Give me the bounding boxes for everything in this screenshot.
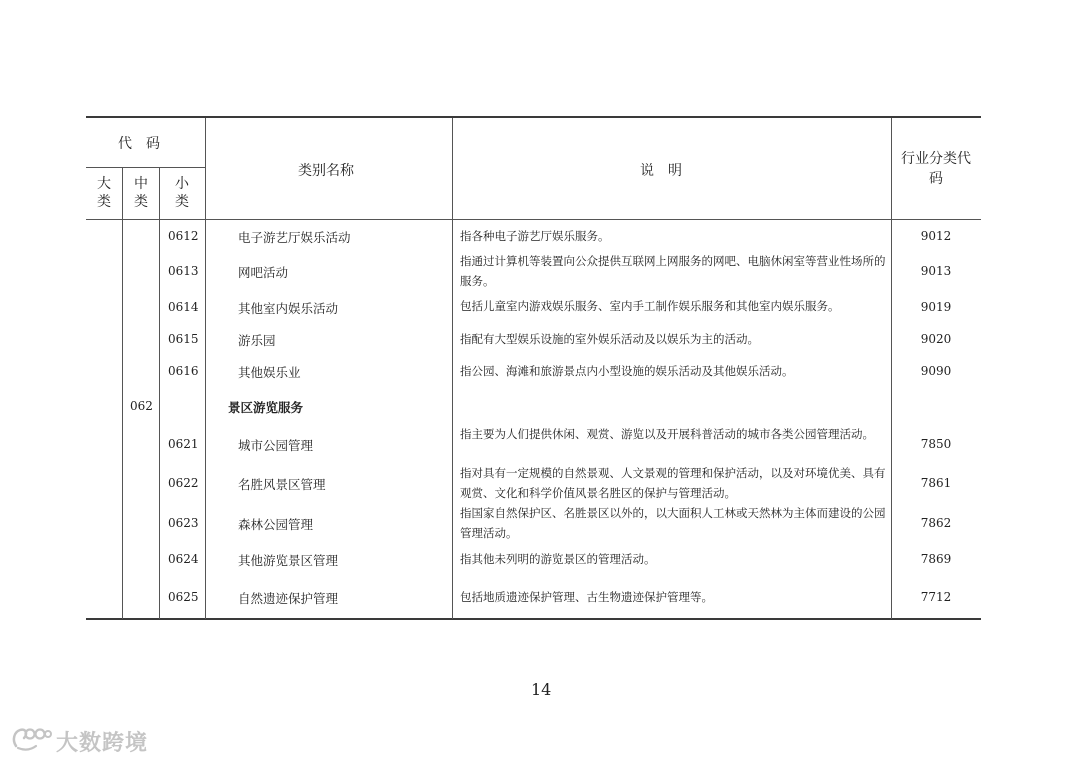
row-0616-industry: 9090 xyxy=(920,364,952,378)
row-0625-name: 自然遗迹保护管理 xyxy=(238,591,339,606)
row-0613-name: 网吧活动 xyxy=(238,265,289,280)
row-0621-desc: 指主要为人们提供休闲、观赏、游览以及开展科普活动的城市各类公园管理活动。 xyxy=(460,427,874,441)
row-062-name: 景区游览服务 xyxy=(228,400,304,415)
row-0615-desc: 指配有大型娱乐设施的室外娱乐活动及以娱乐为主的活动。 xyxy=(460,332,759,346)
row-0622-desc: 指对具有一定规模的自然景观、人文景观的管理和保护活动，以及对环境优美、具有观赏、文化和科学价值风景名胜区的保护与管理活动。 xyxy=(460,466,886,500)
col-divider-minor-name xyxy=(205,118,206,619)
row-0615-name: 游乐园 xyxy=(238,333,276,348)
row-0616-name: 其他娱乐业 xyxy=(238,365,301,380)
header-major: 大类 xyxy=(97,176,111,210)
row-0615-minor: 0615 xyxy=(168,332,199,346)
row-0615-industry: 9020 xyxy=(920,332,952,346)
header-medium: 中类 xyxy=(134,176,148,210)
row-0616-minor: 0616 xyxy=(168,364,199,378)
row-0612-minor: 0612 xyxy=(168,229,199,243)
row-0625-minor: 0625 xyxy=(168,590,199,604)
row-0625-desc: 包括地质遗迹保护管理、古生物遗迹保护管理等。 xyxy=(460,590,713,604)
row-0612-name: 电子游艺厅娱乐活动 xyxy=(238,230,351,245)
table-top-rule xyxy=(86,116,981,118)
row-0624-industry: 7869 xyxy=(920,552,952,566)
watermark xyxy=(10,724,148,758)
row-0623-desc: 指国家自然保护区、名胜景区以外的，以大面积人工林或天然林为主体而建设的公园管理活动。 xyxy=(460,506,886,540)
row-0614-minor: 0614 xyxy=(168,300,199,314)
row-0623-industry: 7862 xyxy=(920,516,952,530)
code-group-divider xyxy=(86,167,206,168)
row-0625-industry: 7712 xyxy=(920,590,952,604)
row-0613-desc: 指通过计算机等装置向公众提供互联网上网服务的网吧、电脑休闲室等营业性场所的服务。 xyxy=(460,254,886,288)
row-0612-desc: 指各种电子游艺厅娱乐服务。 xyxy=(460,229,610,243)
header-desc: 说 明 xyxy=(640,163,682,179)
header-bottom-rule xyxy=(86,219,981,220)
col-divider-major-medium xyxy=(122,167,123,619)
watermark-text: 大数跨境 xyxy=(56,730,149,756)
row-0614-desc: 包括儿童室内游戏娱乐服务、室内手工制作娱乐服务和其他室内娱乐服务。 xyxy=(460,299,840,313)
row-0613-minor: 0613 xyxy=(168,264,199,278)
row-0624-name: 其他游览景区管理 xyxy=(238,553,339,568)
row-0621-name: 城市公园管理 xyxy=(238,438,314,453)
row-0621-industry: 7850 xyxy=(920,437,952,451)
page-number: 14 xyxy=(531,680,552,699)
col-divider-name-desc xyxy=(452,118,453,619)
row-0624-desc: 指其他未列明的游览景区的管理活动。 xyxy=(460,552,656,566)
row-0616-desc: 指公园、海滩和旅游景点内小型设施的娱乐活动及其他娱乐活动。 xyxy=(460,364,794,378)
row-0614-name: 其他室内娱乐活动 xyxy=(238,301,339,316)
col-divider-medium-minor xyxy=(159,167,160,619)
header-name: 类别名称 xyxy=(298,163,354,179)
row-0613-industry: 9013 xyxy=(920,264,952,278)
header-industry: 行业分类代码 xyxy=(901,151,971,187)
row-0621-minor: 0621 xyxy=(168,437,199,451)
row-0624-minor: 0624 xyxy=(168,552,199,566)
header-minor: 小类 xyxy=(175,176,189,210)
row-0623-name: 森林公园管理 xyxy=(238,517,314,532)
row-0622-industry: 7861 xyxy=(920,476,952,490)
row-0622-name: 名胜风景区管理 xyxy=(238,477,326,492)
row-062-medium: 062 xyxy=(130,399,153,413)
row-0612-industry: 9012 xyxy=(920,229,952,243)
header-code-group: 代 码 xyxy=(118,136,160,152)
row-0623-minor: 0623 xyxy=(168,516,199,530)
row-0614-industry: 9019 xyxy=(920,300,952,314)
brand-logo-icon xyxy=(10,724,52,758)
row-0622-minor: 0622 xyxy=(168,476,199,490)
table-bottom-rule xyxy=(86,618,981,620)
